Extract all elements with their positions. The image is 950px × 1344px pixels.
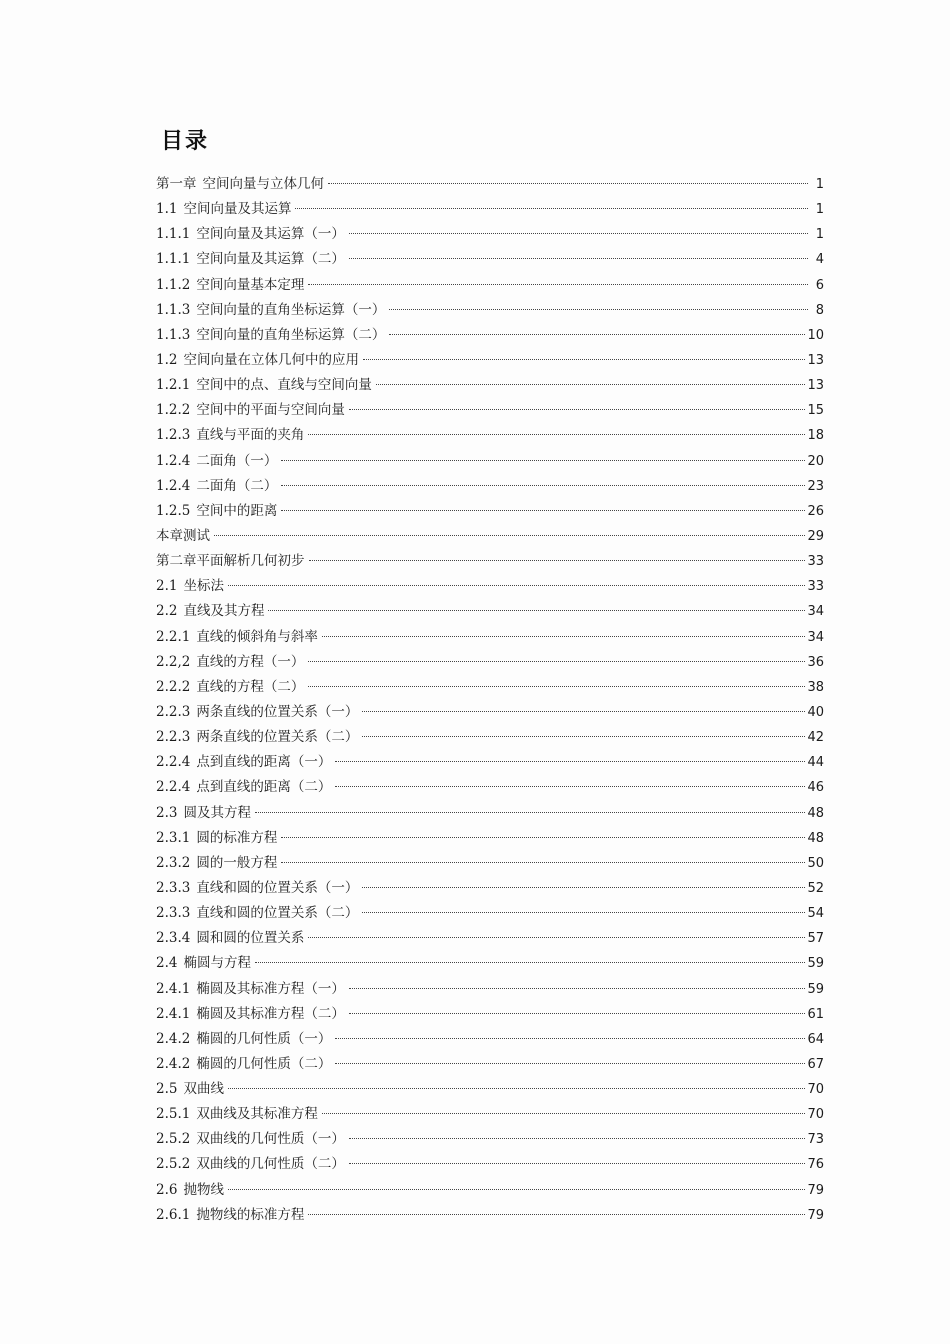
toc-entry-text: 抛物线 [183,1181,224,1198]
dot-leader [363,359,805,360]
toc-entry[interactable] [156,197,824,222]
toc-entry-text: 双曲线的几何性质（二） [196,1156,345,1173]
toc-entry-page-number: 38 [807,679,824,695]
toc-entry-label [156,222,347,247]
toc-entry-label [156,801,253,826]
toc-title: 目录 [161,129,210,154]
toc-entry-label [156,323,387,348]
toc-entry-text: 双曲线 [183,1081,224,1098]
toc-entry-page-number: 57 [807,931,824,947]
toc-entry-text: 第二章平面解析几何初步 [156,553,305,570]
dot-leader [322,1113,806,1114]
dot-leader [376,384,806,385]
toc-entry-page-number: 36 [807,654,824,670]
toc-entry-text: 坐标法 [183,578,224,595]
toc-entry[interactable] [156,423,824,448]
toc-entry-text: 椭圆与方程 [183,955,251,972]
dot-leader [308,937,805,938]
toc-entry-label [156,574,226,599]
toc-entry-label [156,725,360,750]
toc-entry-page-number: 50 [807,855,824,871]
toc-entry[interactable] [156,725,824,750]
toc-entry-label [156,348,361,373]
toc-entry[interactable] [156,524,824,549]
toc-entry[interactable] [156,801,824,826]
toc-entry-label [156,273,306,298]
toc-entry-number: 2.2.3 [156,703,191,720]
dot-leader [281,862,805,863]
toc-entry-label [156,1152,347,1177]
toc-entry[interactable] [156,926,824,951]
toc-entry[interactable] [156,775,824,800]
toc-entry[interactable] [156,474,824,499]
toc-entry-page-number: 70 [807,1082,824,1098]
dot-leader [335,786,805,787]
dot-leader [255,812,805,813]
toc-entry-number: 2.5.2 [156,1131,191,1148]
toc-entry-label [156,750,333,775]
toc-entry-label [156,675,306,700]
toc-entry-page-number: 33 [807,554,824,570]
toc-entry-label [156,1203,306,1228]
dot-leader [308,284,808,285]
toc-entry-text: 椭圆及其标准方程（二） [196,1005,345,1022]
toc-entry-number: 2.4.2 [156,1055,191,1072]
toc-entry[interactable] [156,1127,824,1152]
toc-entry[interactable] [156,901,824,926]
dot-leader [308,661,805,662]
toc-entry-label [156,1002,347,1027]
toc-entry-label [156,977,347,1002]
toc-entry-label [156,247,347,272]
toc-entry-number: 2.3.3 [156,905,191,922]
toc-entry-page-number: 40 [807,704,824,720]
dot-leader [228,1189,805,1190]
toc-entry[interactable] [156,675,824,700]
toc-entry-number: 2.2 [156,603,178,620]
toc-entry[interactable] [156,1027,824,1052]
toc-entry-label [156,700,360,725]
toc-entry[interactable] [156,348,824,373]
toc-entry[interactable] [156,650,824,675]
toc-entry-number: 1.2.5 [156,502,191,519]
dot-leader [389,334,805,335]
dot-leader [228,585,805,586]
toc-entry-label [156,901,360,926]
toc-entry-text: 圆及其方程 [183,804,251,821]
dot-leader [214,535,805,536]
toc-entry[interactable] [156,750,824,775]
toc-entry-text: 双曲线及其标准方程 [196,1106,318,1123]
toc-entry-text: 本章测试 [156,527,210,544]
toc-entry-label [156,851,279,876]
toc-entry-label [156,298,387,323]
toc-entry-label [156,1077,226,1102]
dot-leader [308,686,805,687]
toc-entry-page-number: 13 [807,352,824,368]
toc-entry-number: 2.3.4 [156,930,191,947]
toc-entry-label [156,926,306,951]
toc-entry-number: 2.6.1 [156,1206,191,1223]
toc-entry[interactable] [156,574,824,599]
toc-entry-page-number: 73 [807,1132,824,1148]
toc-entry-page-number: 6 [815,277,824,293]
toc-entry-text: 空间向量基本定理 [196,276,305,293]
toc-entry[interactable] [156,549,824,574]
toc-entry-label [156,373,374,398]
dot-leader [322,636,806,637]
dot-leader [281,460,805,461]
toc-entry-text: 椭圆的几何性质（二） [196,1055,332,1072]
toc-entry-page-number: 26 [807,503,824,519]
toc-entry[interactable] [156,172,824,197]
toc-entry-number: 2.4.2 [156,1030,191,1047]
dot-leader [362,887,805,888]
toc-entry-label [156,1178,226,1203]
toc-entry-text: 空间向量与立体几何 [202,176,324,192]
dot-leader [255,962,805,963]
toc-entry-page-number: 1 [815,177,824,192]
toc-entry[interactable] [156,273,824,298]
toc-entry-text: 空间向量的直角坐标运算（二） [196,326,386,343]
toc-entry-number: 2.2.4 [156,779,191,796]
toc-entry-text: 椭圆的几何性质（一） [196,1030,332,1047]
dot-leader [228,1088,805,1089]
toc-entry-text: 两条直线的位置关系（二） [196,729,359,746]
toc-entry-page-number: 79 [807,1207,824,1223]
toc-entry[interactable] [156,851,824,876]
dot-leader [281,485,805,486]
toc-entry-page-number: 34 [807,604,824,620]
toc-entry[interactable] [156,599,824,624]
toc-entry-page-number: 18 [807,428,824,444]
toc-entry-number: 2.2.1 [156,628,191,645]
dot-leader [309,560,806,561]
toc-entry-text: 直线的方程（一） [196,653,305,670]
toc-entry-number: 1.1.2 [156,276,191,293]
toc-entry-page-number: 10 [807,327,824,343]
toc-entry-text: 直线和圆的位置关系（一） [196,879,359,896]
toc-entry-label [156,449,279,474]
toc-entry-page-number: 48 [807,830,824,846]
toc-entry-text: 圆和圆的位置关系 [196,930,305,947]
toc-entry-page-number: 52 [807,880,824,896]
dot-leader [349,409,806,410]
toc-entry-text: 空间中的平面与空间向量 [196,402,345,419]
toc-entry-number: 2.2.4 [156,754,191,771]
toc-entry-page-number: 54 [807,906,824,922]
toc-entry-page-number: 59 [807,956,824,972]
toc-entry[interactable] [156,826,824,851]
toc-entry[interactable] [156,1152,824,1177]
dot-leader [281,510,805,511]
toc-entry-text: 直线的方程（二） [196,678,305,695]
toc-entry-page-number: 48 [807,805,824,821]
toc-entry-label [156,1127,347,1152]
dot-leader [349,1013,806,1014]
toc-entry[interactable] [156,977,824,1002]
dot-leader [281,837,805,838]
toc-entry-page-number: 1 [815,227,824,243]
toc-entry[interactable] [156,951,824,976]
toc-entry-number: 2.3.3 [156,879,191,896]
toc-entry[interactable] [156,700,824,725]
toc-entry-label [156,1027,333,1052]
dot-leader [349,258,808,259]
toc-entry-label [156,172,326,197]
toc-entry-number: 2.1 [156,578,178,595]
toc-entry-page-number: 70 [807,1107,824,1123]
toc-entry[interactable] [156,1052,824,1077]
toc-entry-number: 2.3.2 [156,854,191,871]
toc-entry-page-number: 8 [815,302,824,318]
toc-entry-page-number: 1 [815,202,824,218]
toc-entry-text: 双曲线的几何性质（一） [196,1131,345,1148]
dot-leader [349,1163,806,1164]
toc-entry-page-number: 15 [807,403,824,419]
toc-entry-number: 1.2.4 [156,452,191,469]
toc-entry-text: 两条直线的位置关系（一） [196,703,359,720]
toc-entry-label [156,650,306,675]
toc-entry-label [156,625,320,650]
toc-entry-page-number: 67 [807,1056,824,1072]
dot-leader [389,309,808,310]
toc-entry-text: 直线与平面的夹角 [196,427,305,444]
toc-entry-number: 1.2.3 [156,427,191,444]
toc-entry-number: 2.5 [156,1081,178,1098]
toc-entry-number: 2.2.3 [156,729,191,746]
toc-entry-number: 2.5.2 [156,1156,191,1173]
toc-entry-label [156,775,333,800]
toc-entry-text: 空间向量及其运算（二） [196,251,345,268]
toc-entry-page-number: 64 [807,1031,824,1047]
toc-entry[interactable] [156,298,824,323]
toc-entry-text: 空间中的距离 [196,502,278,519]
toc-entry-number: 第一章 [156,176,197,192]
toc-entry-text: 直线的倾斜角与斜率 [196,628,318,645]
table-of-contents [156,172,824,1228]
toc-entry-number: 1.1.3 [156,301,191,318]
toc-entry-text: 直线及其方程 [183,603,265,620]
toc-entry-label [156,826,279,851]
toc-entry-page-number: 79 [807,1182,824,1198]
toc-entry-label [156,474,279,499]
toc-entry-label [156,524,212,549]
dot-leader [308,434,805,435]
toc-entry-number: 1.1.1 [156,251,191,268]
toc-entry-number: 2.3.1 [156,829,191,846]
toc-entry[interactable] [156,499,824,524]
toc-entry-page-number: 4 [815,252,824,268]
toc-entry-number: 2.2.2 [156,678,191,695]
toc-entry[interactable] [156,1102,824,1127]
toc-entry-text: 圆的标准方程 [196,829,278,846]
toc-entry-text: 空间向量及其运算（一） [196,226,345,243]
toc-entry-text: 椭圆及其标准方程（一） [196,980,345,997]
toc-entry[interactable] [156,1002,824,1027]
toc-entry-label [156,499,279,524]
toc-entry-text: 空间中的点、直线与空间向量 [196,377,372,394]
toc-entry[interactable] [156,1203,824,1228]
toc-entry[interactable] [156,1178,824,1203]
dot-leader [335,1063,805,1064]
toc-entry-text: 空间向量在立体几何中的应用 [183,351,359,368]
dot-leader [349,233,808,234]
dot-leader [362,912,805,913]
dot-leader [295,208,808,209]
toc-entry-page-number: 46 [807,780,824,796]
toc-entry-text: 二面角（二） [196,477,278,494]
toc-entry-number: 1.2 [156,351,178,368]
toc-entry-label [156,1102,320,1127]
toc-entry[interactable] [156,876,824,901]
toc-entry-number: 1.2.1 [156,377,191,394]
dot-leader [328,183,808,184]
toc-entry-number: 1.1 [156,201,178,218]
toc-entry[interactable] [156,323,824,348]
dot-leader [362,711,805,712]
toc-entry-text: 直线和圆的位置关系（二） [196,905,359,922]
dot-leader [362,736,805,737]
toc-entry-number: 2.4.1 [156,980,191,997]
dot-leader [335,761,805,762]
toc-entry-number: 1.2.2 [156,402,191,419]
toc-entry-number: 2.2,2 [156,653,191,670]
toc-entry-number: 2.5.1 [156,1106,191,1123]
toc-entry-label [156,599,266,624]
dot-leader [335,1038,805,1039]
toc-entry-label [156,423,306,448]
toc-entry-page-number: 29 [807,528,824,544]
toc-entry[interactable] [156,247,824,272]
toc-entry[interactable] [156,398,824,423]
toc-entry-page-number: 76 [807,1157,824,1173]
toc-entry-number: 2.3 [156,804,178,821]
dot-leader [349,988,806,989]
toc-entry[interactable] [156,449,824,474]
toc-entry-page-number: 33 [807,579,824,595]
toc-entry[interactable] [156,1077,824,1102]
toc-entry-page-number: 44 [807,755,824,771]
toc-entry[interactable] [156,222,824,247]
toc-entry-page-number: 59 [807,981,824,997]
toc-entry-label [156,197,293,222]
toc-entry-page-number: 13 [807,378,824,394]
toc-entry[interactable] [156,625,824,650]
toc-entry-text: 点到直线的距离（一） [196,754,332,771]
toc-entry-label [156,1052,333,1077]
toc-entry-page-number: 23 [807,478,824,494]
dot-leader [349,1138,806,1139]
toc-entry-text: 圆的一般方程 [196,854,278,871]
toc-entry-number: 2.6 [156,1181,178,1198]
toc-entry-number: 1.2.4 [156,477,191,494]
dot-leader [268,610,805,611]
dot-leader [308,1214,805,1215]
toc-entry-page-number: 42 [807,730,824,746]
toc-entry-label [156,549,307,574]
toc-entry-page-number: 34 [807,629,824,645]
toc-entry-page-number: 20 [807,453,824,469]
toc-entry-label [156,951,253,976]
toc-entry-number: 2.4 [156,955,178,972]
toc-entry-text: 空间向量及其运算 [183,201,292,218]
toc-entry-text: 二面角（一） [196,452,278,469]
toc-entry-page-number: 61 [807,1006,824,1022]
toc-entry-number: 1.1.3 [156,326,191,343]
toc-entry-label [156,398,347,423]
toc-entry-text: 点到直线的距离（二） [196,779,332,796]
toc-entry-text: 空间向量的直角坐标运算（一） [196,301,386,318]
toc-entry-text: 抛物线的标准方程 [196,1206,305,1223]
toc-entry[interactable] [156,373,824,398]
toc-entry-number: 1.1.1 [156,226,191,243]
toc-entry-label [156,876,360,901]
toc-entry-number: 2.4.1 [156,1005,191,1022]
